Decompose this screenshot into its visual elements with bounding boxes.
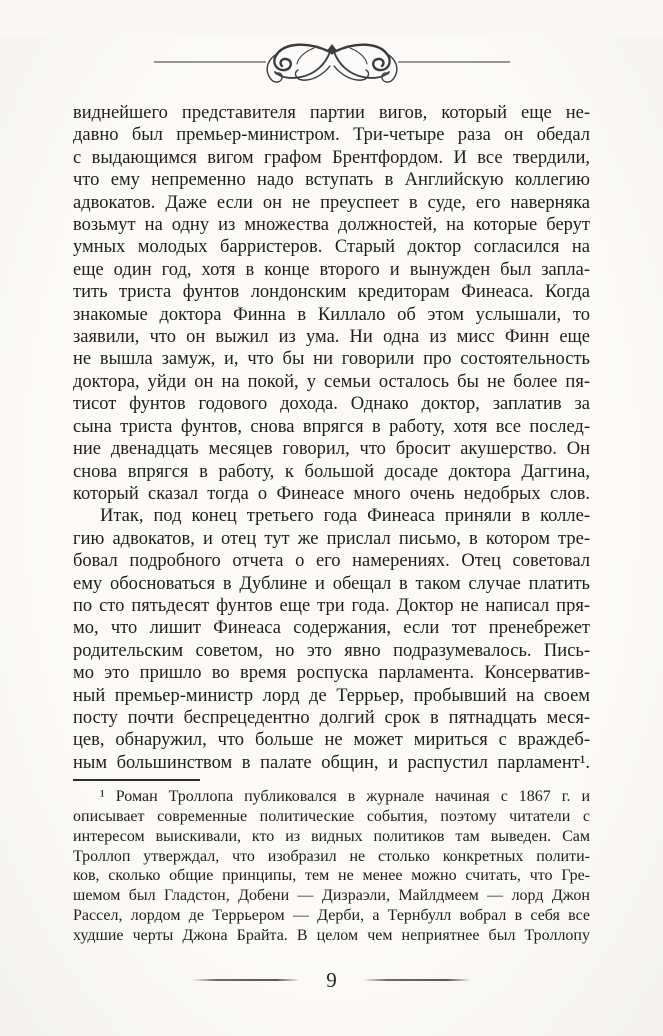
book-page (0, 36, 663, 1036)
footnote-line: Рассел, лордом де Террьером — Дерби, а Тернбулл вобрал в себя все (73, 906, 590, 924)
footnote-line: описывает современные политические события, поэтому читатели с (73, 807, 590, 825)
page-footer (0, 967, 663, 992)
text-line: ему обосноваться в Дублине и обещал в таком случае платить (73, 573, 590, 594)
footnote-separator (73, 779, 200, 781)
text-line: тить триста фунтов лондонским кредиторам Финеаса. Когда (73, 282, 590, 303)
footnote-line: худшие черты Джона Брайта. В целом чем неприятнее был Троллопу (73, 926, 590, 944)
footer-rule-left (192, 979, 300, 981)
text-line: бовал подробного отчета о его намерениях. Отец советовал (73, 551, 590, 572)
footnote-line: Троллоп утверждал, что изобразил не столько конкретных полити- (73, 847, 590, 865)
footnote (73, 787, 590, 945)
footnote-line: интересом выискивали, кто из видных политиков там выведен. Сам (73, 827, 590, 845)
text-line: сына триста фунтов, снова впрягся в работу, хотя все послед- (73, 416, 590, 437)
text-line: заявили, что он выжил из ума. Ни одна из мисс Финн еще (73, 327, 590, 348)
main-text (73, 102, 590, 774)
page-number: 9 (326, 967, 337, 992)
text-line: мо, что лишит Финеаса содержания, если тот пренебрежет (73, 618, 590, 639)
text-line: давно был премьер-министром. Три-четыре раза он обедал (73, 125, 590, 146)
footnote-line: ¹ Роман Троллопа публиковался в журнале начиная с 1867 г. и (100, 788, 590, 806)
text-line: знакомые доктора Финна в Киллало об этом услышали, то (73, 304, 590, 325)
text-line: мо это пришло во время роспуска парламента. Консерватив- (73, 663, 590, 684)
text-line: тисот фунтов годового дохода. Однако доктор, заплатив за (73, 394, 590, 415)
footnote-line: ков, сколько общие принципы, тем не менее можно считать, что Гре- (73, 867, 590, 885)
text-line: еще один год, хотя в конце второго и вынужден был запла- (73, 259, 590, 280)
text-line: что ему непременно надо вступать в Английскую коллегию (73, 170, 590, 191)
text-line: посту почти беспрецедентно долгий срок в пятнадцать меся- (73, 707, 590, 728)
flourish-icon (154, 36, 510, 88)
text-line: адвокатов. Даже если он не преуспеет в суде, его наверняка (73, 192, 590, 213)
footnote-line: шемом был Гладстон, Добени — Дизраэли, Майлдмеем — лорд Джон (73, 887, 590, 905)
text-line: возьмут на одну из множества должностей, на которые берут (73, 215, 590, 236)
text-line: гию адвокатов, и отец тут же прислал письмо, в котором тре- (73, 528, 590, 549)
text-line: ние двенадцать месяцев говорил, что бросит акушерство. Он (73, 439, 590, 460)
header-ornament (154, 36, 510, 93)
footer-rule-right (363, 979, 471, 981)
text-line: ным большинством в палате общин, и распустил парламент¹. (73, 752, 590, 773)
paragraph-1 (73, 102, 590, 505)
text-line: с выдающимся вигом графом Брентфордом. И все твердили, (73, 147, 590, 168)
paragraph-2 (73, 505, 590, 774)
text-line: доктора, уйди он на покой, у семьи осталось бы не более пя- (73, 371, 590, 392)
text-line: по сто пятьдесят фунтов еще три года. Доктор не написал пря- (73, 595, 590, 616)
text-line: который сказал тогда о Финеасе много очень недобрых слов. (73, 483, 590, 504)
text-line: родительским советом, но это явно подразумевалось. Пись- (73, 640, 590, 661)
text-line: Итак, под конец третьего года Финеаса приняли в колле- (100, 506, 590, 527)
text-line: снова впрягся в работу, к большой досаде доктора Даггина, (73, 461, 590, 482)
text-line: виднейшего представителя партии вигов, который еще не- (73, 103, 590, 123)
text-line: умных молодых барристеров. Старый доктор согласился на (73, 237, 590, 258)
text-line: ный премьер-министр лорд де Террьер, пробывший на своем (73, 685, 590, 706)
text-line: цев, обнаружил, что больше не может мириться с враждеб- (73, 730, 590, 751)
text-line: не вышла замуж, и, что бы ни говорили про состоятельность (73, 349, 590, 370)
